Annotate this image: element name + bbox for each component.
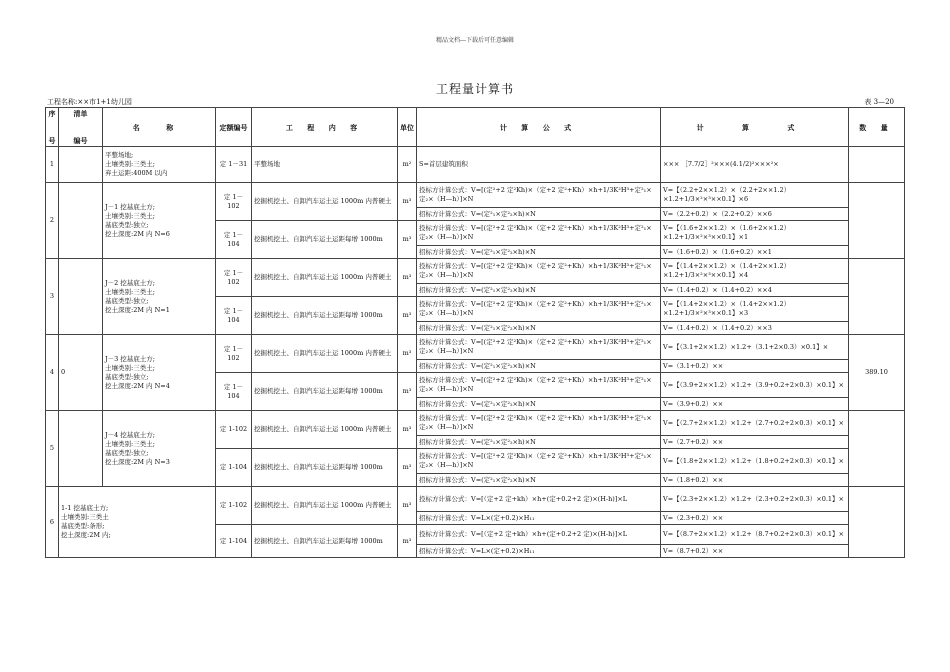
table-row (46, 183, 905, 208)
formula-cell: 投标方计算公式：V=[(定²+2 定²Kh)×（定+2 定²+Kh）×h+1/3K²H³+定²₁×定₂×（H—h）]×N (417, 297, 661, 322)
quota-cell: 定 1-104 (216, 525, 252, 558)
list-no-cell (59, 259, 103, 335)
content-cell: 挖掘机挖土、自卸汽车运土运距每增 1000m (252, 525, 398, 558)
unit-cell: m³ (398, 449, 417, 487)
seq-cell: 2 (46, 183, 59, 259)
calc-cell: ××× ［7.7/2］²×××(4.1/2)²×××²× (661, 147, 849, 183)
calc-cell: V=（1.4+0.2）×（1.4+0.2）××4 (661, 284, 849, 297)
content-cell: 挖掘机挖土、自卸汽车运土运 1000m 内普硬土 (252, 411, 398, 449)
qty-cell: 389.10 (849, 335, 905, 411)
quota-cell: 定 1－31 (216, 147, 252, 183)
formula-cell: 招标方计算公式：V=L×(定+0.2)×H₁₁ (417, 512, 661, 525)
formula-cell: 投标方计算公式：V=[(定²+2 定²Kh)×（定+2 定²+Kh）×h+1/3K²H³+定²₁×定₂×（H—h）]×N (417, 335, 661, 360)
calc-cell: V=【（2.2+2××1.2）×（2.2+2××1.2）×1.2+1/3×²×³××0.1】×6 (661, 183, 849, 208)
table-number: 表 3—20 (864, 98, 894, 106)
header-qty: 数 量 (849, 108, 905, 147)
unit-cell: m³ (398, 183, 417, 221)
quota-cell: 定 1－104 (216, 221, 252, 259)
calc-cell: V=【（3.1+2××1.2）×1.2+（3.1+2×0.3）×0.1】× (661, 335, 849, 360)
page-title: 工程量计算书 (435, 82, 514, 96)
calc-cell: V=【（2.7+2××1.2）×1.2+（2.7+0.2+2×0.3）×0.1】× (661, 411, 849, 436)
formula-cell: 投标方计算公式：V=[(定²+2 定²Kh)×（定+2 定²+Kh）×h+1/3K²H³+定²₁×定₂×（H—h）]×N (417, 449, 661, 474)
seq-cell: 5 (46, 411, 59, 487)
unit-cell: m³ (398, 297, 417, 335)
header-list-no: 清单 编号 (59, 108, 103, 147)
calc-cell: V=（3.1+0.2）×× (661, 360, 849, 373)
formula-cell: S=首层建筑面积 (417, 147, 661, 183)
unit-cell: m³ (398, 525, 417, 558)
formula-cell: 招标方计算公式：V=(定²₁×定²₂×h)×N (417, 474, 661, 487)
quota-cell: 定 1－102 (216, 183, 252, 221)
seq-cell: 4 (46, 335, 59, 411)
calc-cell: V=【（2.3+2××1.2）×1.2+（2.3+0.2+2×0.3）×0.1】× (661, 487, 849, 512)
unit-cell: m³ (398, 373, 417, 411)
content-cell: 挖掘机挖土、自卸汽车运土运距每增 1000m (252, 221, 398, 259)
table-row (46, 411, 905, 436)
header-formula: 计 算 公 式 (417, 108, 661, 147)
formula-cell: 投标方计算公式：V=[(定²+2 定²Kh)×（定+2 定²+Kh）×h+1/3K²H³+定²₁×定₂×（H—h）]×N (417, 221, 661, 246)
formula-cell: 投标方计算公式：V=[（定+2 定+kh）×h+(定+0.2+2 定)×(H-h)]×L (417, 525, 661, 545)
header-calc: 计 算 式 (661, 108, 849, 147)
list-no-cell (59, 411, 103, 487)
name-cell: 1-1 挖基底土方; 土壤类别:三类土 基底类型:条形; 挖土深度:2M 内; (59, 487, 216, 558)
formula-cell: 招标方计算公式：V=L×(定+0.2)×H₁₁ (417, 545, 661, 558)
header-name: 名 称 (103, 108, 216, 147)
content-cell: 挖掘机挖土、自卸汽车运土运距每增 1000m (252, 373, 398, 411)
calc-cell: V=（2.7+0.2）×× (661, 436, 849, 449)
table-row (46, 259, 905, 284)
quota-cell: 定 1－102 (216, 335, 252, 373)
content-cell: 挖掘机挖土、自卸汽车运土运距每增 1000m (252, 449, 398, 487)
content-cell: 挖掘机挖土、自卸汽车运土运 1000m 内普硬土 (252, 259, 398, 297)
seq-cell: 6 (46, 487, 59, 558)
seq-cell: 3 (46, 259, 59, 335)
unit-cell: m³ (398, 335, 417, 373)
project-name: 工程名称:××市1+1幼儿园 (47, 98, 132, 106)
qty-cell (849, 147, 905, 183)
formula-cell: 投标方计算公式：V=[(定²+2 定²Kh)×（定+2 定²+Kh）×h+1/3K²H³+定²₁×定₂×（H—h）]×N (417, 373, 661, 398)
calc-cell: V=（2.2+0.2）×（2.2+0.2）××6 (661, 208, 849, 221)
header-content: 工 程 内 容 (252, 108, 398, 147)
quota-cell: 定 1-104 (216, 449, 252, 487)
unit-cell: m³ (398, 487, 417, 525)
formula-cell: 投标方计算公式：V=[(定²+2 定²Kh)×（定+2 定²+Kh）×h+1/3K²H³+定²₁×定₂×（H—h）]×N (417, 183, 661, 208)
quota-cell: 定 1-102 (216, 411, 252, 449)
calc-cell: V=【（1.4+2××1.2）×（1.4+2××1.2）×1.2+1/3×²×³××0.1】×4 (661, 259, 849, 284)
calc-cell: V=（8.7+0.2）×× (661, 545, 849, 558)
unit-cell: m³ (398, 259, 417, 297)
header-seq: 序 号 (46, 108, 59, 147)
formula-cell: 招标方计算公式：V=(定²₁×定²₂×h)×N (417, 246, 661, 259)
calc-cell: V=【（1.4+2××1.2）×（1.4+2××1.2）×1.2+1/3×²×³××0.1】×3 (661, 297, 849, 322)
calc-cell: V=【（3.9+2××1.2）×1.2+（3.9+0.2+2×0.3）×0.1】× (661, 373, 849, 398)
unit-cell: m³ (398, 221, 417, 259)
list-no-cell: 0 (59, 335, 103, 411)
quota-cell: 定 1－104 (216, 373, 252, 411)
formula-cell: 投标方计算公式：V=[（定+2 定+kh）×h+(定+0.2+2 定)×(H-h)]×L (417, 487, 661, 512)
qty-cell (849, 487, 905, 558)
qty-cell (849, 411, 905, 487)
content-cell: 平整场地 (252, 147, 398, 183)
formula-cell: 招标方计算公式：V=(定²₁×定²₂×h)×N (417, 284, 661, 297)
name-cell: J－1 挖基底土方; 土壤类别:三类土; 基底类型:独立; 挖土深度:2M 内 N=6 (103, 183, 216, 259)
calc-cell: V=（1.8+0.2）×× (661, 474, 849, 487)
calc-cell: V=（3.9+0.2）×× (661, 398, 849, 411)
header-quota: 定额编号 (216, 108, 252, 147)
list-no-cell (59, 183, 103, 259)
table-row (46, 487, 905, 512)
content-cell: 挖掘机挖土、自卸汽车运土运距每增 1000m (252, 297, 398, 335)
formula-cell: 招标方计算公式：V=(定²₁×定²₂×h)×N (417, 208, 661, 221)
calc-cell: V=【（8.7+2××1.2）×1.2+（8.7+0.2+2×0.3）×0.1】× (661, 525, 849, 545)
formula-cell: 招标方计算公式：V=(定²₁×定²₂×h)×N (417, 322, 661, 335)
unit-cell: m² (398, 147, 417, 183)
quantity-table (45, 107, 905, 558)
table-row (46, 147, 905, 183)
header-unit: 单位 (398, 108, 417, 147)
calc-cell: V=【（1.8+2××1.2）×1.2+（1.8+0.2+2×0.3）×0.1】× (661, 449, 849, 474)
qty-cell (849, 183, 905, 259)
quota-cell: 定 1-102 (216, 487, 252, 525)
table-row (46, 335, 905, 360)
quota-cell: 定 1－102 (216, 259, 252, 297)
content-cell: 挖掘机挖土、自卸汽车运土运 1000m 内普硬土 (252, 183, 398, 221)
formula-cell: 投标方计算公式：V=[(定²+2 定²Kh)×（定+2 定²+Kh）×h+1/3K²H³+定²₁×定₂×（H—h）]×N (417, 259, 661, 284)
unit-cell: m³ (398, 411, 417, 449)
list-no-cell (59, 147, 103, 183)
qty-cell (849, 259, 905, 335)
calc-cell: V=（1.4+0.2）×（1.4+0.2）××3 (661, 322, 849, 335)
calc-cell: V=（1.6+0.2）×（1.6+0.2）××1 (661, 246, 849, 259)
calc-cell: V=（2.3+0.2）×× (661, 512, 849, 525)
header-note: 精品文档---下载后可任意编辑 (435, 37, 515, 44)
seq-cell: 1 (46, 147, 59, 183)
quota-cell: 定 1－104 (216, 297, 252, 335)
name-cell: J－4 挖基底土方; 土壤类别:三类土; 基底类型:独立; 挖土深度:2M 内 N=3 (103, 411, 216, 487)
name-cell: J－3 挖基底土方; 土壤类别:三类土; 基底类型:独立; 挖土深度:2M 内 N=4 (103, 335, 216, 411)
name-cell: 平整场地; 土壤类别:三类土; 弃土运距:400M 以内 (103, 147, 216, 183)
formula-cell: 招标方计算公式：V=(定²₁×定²₂×h)×N (417, 436, 661, 449)
formula-cell: 招标方计算公式：V=(定²₁×定²₂×h)×N (417, 398, 661, 411)
content-cell: 挖掘机挖土、自卸汽车运土运 1000m 内普硬土 (252, 335, 398, 373)
formula-cell: 投标方计算公式：V=[(定²+2 定²Kh)×（定+2 定²+Kh）×h+1/3K²H³+定²₁×定₂×（H—h）]×N (417, 411, 661, 436)
content-cell: 挖掘机挖土、自卸汽车运土运 1000m 内普硬土 (252, 487, 398, 525)
formula-cell: 招标方计算公式：V=(定²₁×定²₂×h)×N (417, 360, 661, 373)
calc-cell: V=【（1.6+2××1.2）×（1.6+2××1.2）×1.2+1/3×²×³××0.1】×1 (661, 221, 849, 246)
name-cell: J－2 挖基底土方; 土壤类别:三类土; 基底类型:独立; 挖土深度:2M 内 N=1 (103, 259, 216, 335)
header-row (46, 108, 905, 147)
